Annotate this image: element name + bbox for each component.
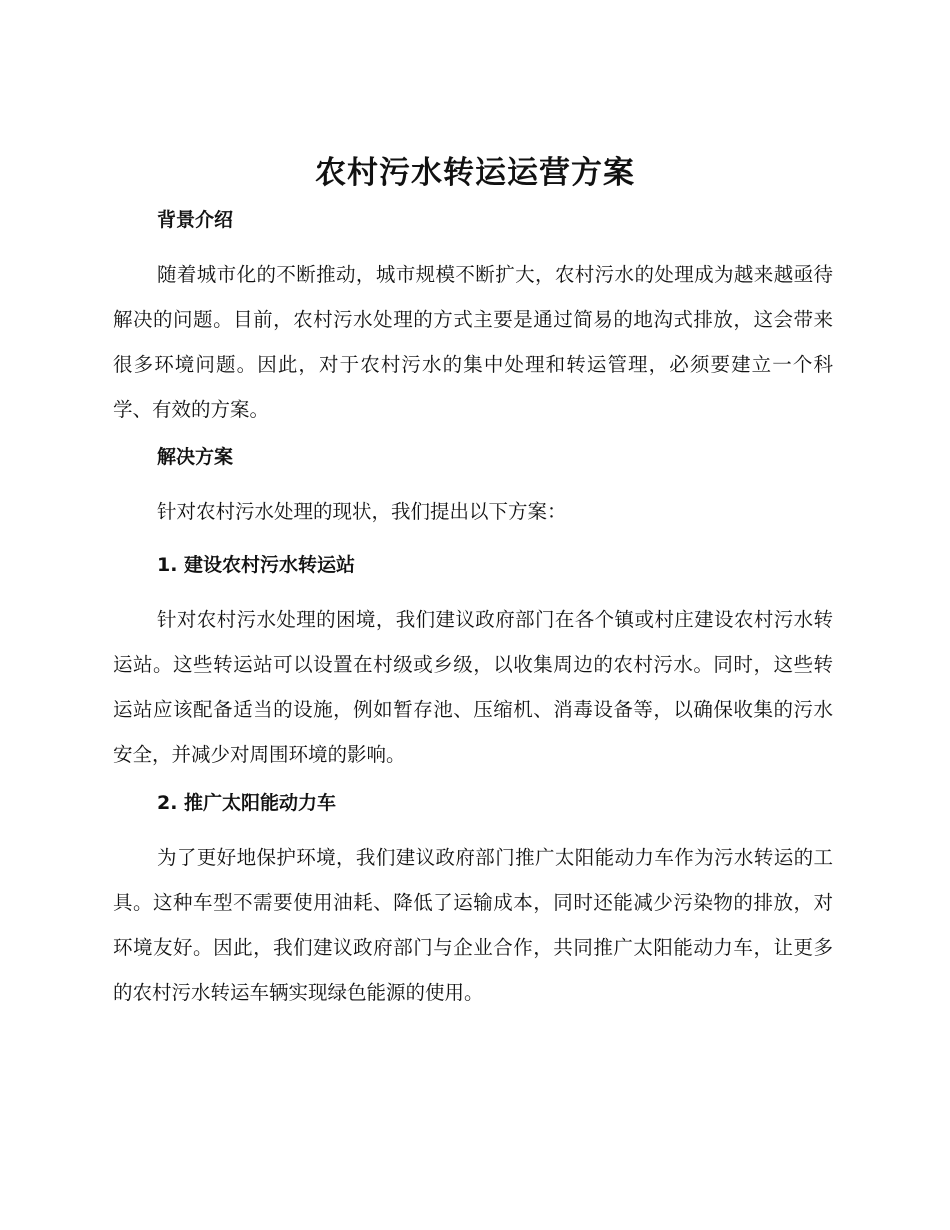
document-title: 农村污水转运运营方案 bbox=[315, 155, 635, 191]
paragraph-transfer-station: 针对农村污水处理的困境，我们建议政府部门在各个镇或村庄建设农村污水转运站。这些转运站可以设置在村级或乡级，以收集周边的农村污水。同时，这些转运站应该配备适当的设施，例如暂存池、压缩机、消毒设备等，以确保收集的污水安全，并减少对周围环境的影响。 bbox=[113, 608, 833, 766]
paragraph-solution-intro: 针对农村污水处理的现状，我们提出以下方案： bbox=[157, 500, 567, 523]
paragraph-background: 随着城市化的不断推动，城市规模不断扩大，农村污水的处理成为越来越亟待解决的问题。目前，农村污水处理的方式主要是通过简易的地沟式排放，这会带来很多环境问题。因此，对于农村污水的集中处理和转运管理，必须要建立一个科学、有效的方案。 bbox=[113, 263, 833, 421]
section-heading-background: 背景介绍 bbox=[157, 209, 234, 231]
section-heading-solution: 解决方案 bbox=[157, 446, 234, 468]
section-heading-solar-vehicle: 2. 推广太阳能动力车 bbox=[157, 792, 337, 814]
paragraph-solar-vehicle: 为了更好地保护环境，我们建议政府部门推广太阳能动力车作为污水转运的工具。这种车型不需要使用油耗、降低了运输成本，同时还能减少污染物的排放，对环境友好。因此，我们建议政府部门与企业合作，共同推广太阳能动力车，让更多的农村污水转运车辆实现绿色能源的使用。 bbox=[113, 846, 833, 1004]
section-heading-transfer-station: 1. 建设农村污水转运站 bbox=[157, 554, 356, 576]
